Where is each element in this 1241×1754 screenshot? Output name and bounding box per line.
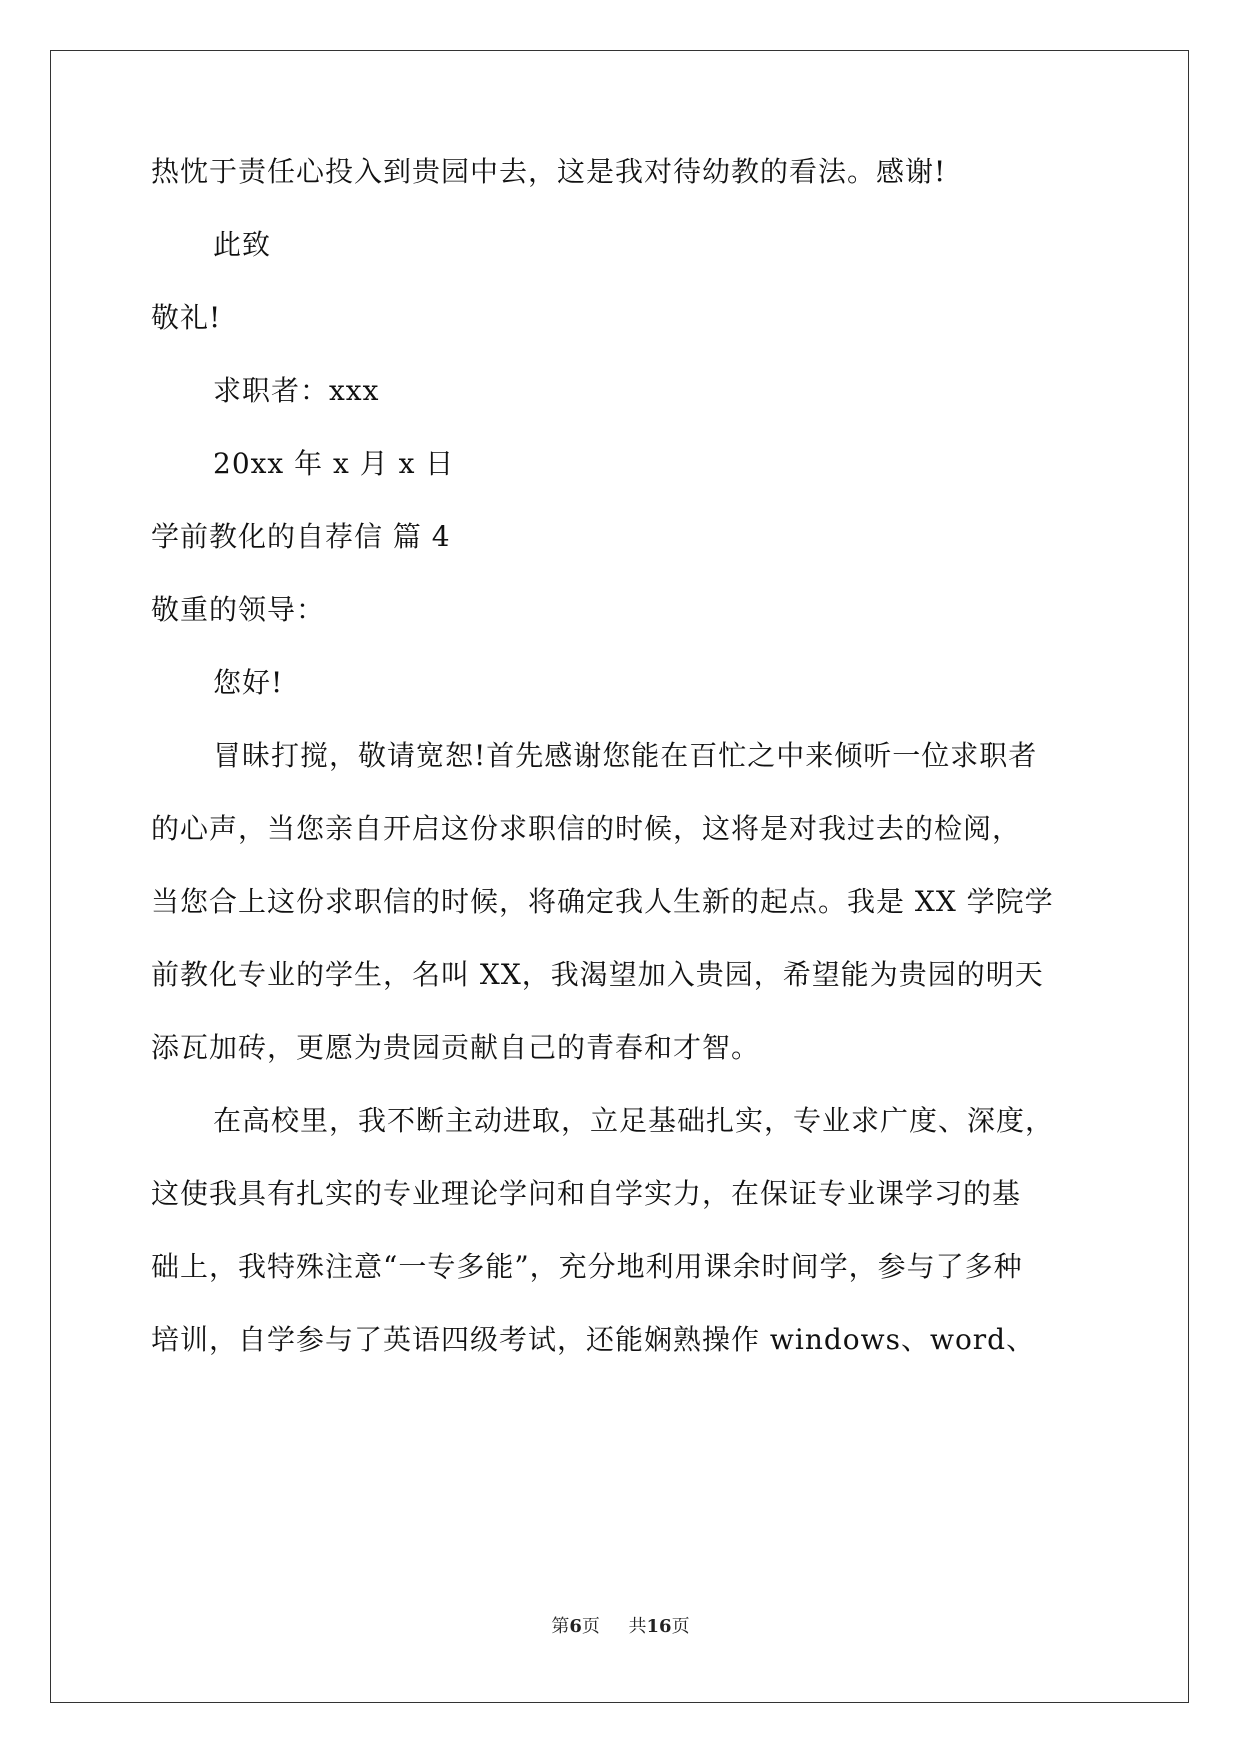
letter-addressee: 敬重的领导： — [151, 593, 326, 626]
paragraph-line: 添瓦加砖，更愿为贵园贡献自己的青春和才智。 — [151, 1031, 761, 1064]
footer-page-number: 6 — [569, 1616, 582, 1637]
salutation-cizhi: 此致 — [213, 228, 272, 261]
signature-date: 20xx 年 x 月 x 日 — [213, 447, 455, 480]
paragraph-line: 培训，自学参与了英语四级考试，还能娴熟操作 windows、word、 — [151, 1323, 1036, 1356]
closing-sentence: 热忱于责任心投入到贵园中去，这是我对待幼教的看法。感谢! — [151, 155, 947, 188]
footer-page-prefix: 第 — [551, 1616, 570, 1637]
signature-applicant: 求职者：xxx — [213, 374, 380, 407]
paragraph-line: 这使我具有扎实的专业理论学问和自学实力，在保证专业课学习的基 — [151, 1177, 1022, 1210]
paragraph-line: 冒昧打搅，敬请宽恕!首先感谢您能在百忙之中来倾听一位求职者 — [213, 739, 1038, 772]
page-footer — [0, 1615, 1241, 1639]
footer-total-suffix: 页 — [671, 1616, 690, 1637]
paragraph-line: 前教化专业的学生，名叫 XX，我渴望加入贵园，希望能为贵园的明天 — [151, 958, 1044, 991]
paragraph-line: 当您合上这份求职信的时候，将确定我人生新的起点。我是 XX 学院学 — [151, 885, 1054, 918]
paragraph-line: 的心声，当您亲自开启这份求职信的时候，这将是对我过去的检阅， — [151, 812, 1022, 845]
salutation-jingli: 敬礼! — [151, 301, 222, 334]
footer-total-pages: 16 — [646, 1616, 672, 1637]
footer-total-prefix: 共 — [628, 1616, 647, 1637]
footer-page-suffix: 页 — [581, 1616, 600, 1637]
letter-greeting: 您好! — [213, 666, 284, 699]
section-title: 学前教化的自荐信 篇 4 — [151, 520, 451, 553]
paragraph-line: 础上，我特殊注意“一专多能”，充分地利用课余时间学，参与了多种 — [151, 1250, 1023, 1283]
paragraph-line: 在高校里，我不断主动进取，立足基础扎实，专业求广度、深度， — [213, 1104, 1055, 1137]
